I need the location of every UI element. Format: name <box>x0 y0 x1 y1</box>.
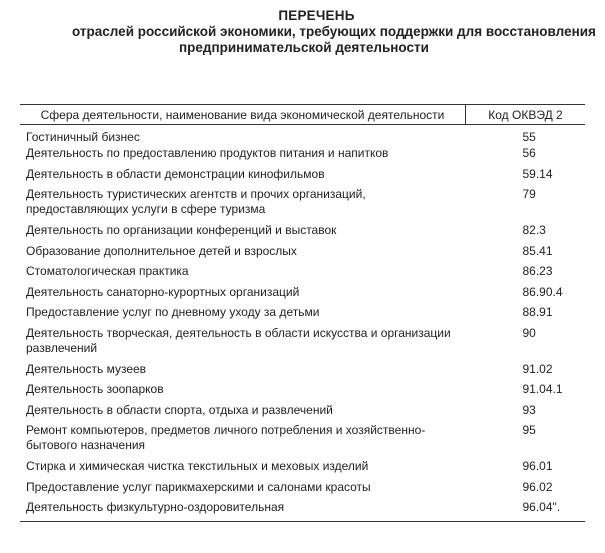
activity-cell: Деятельность по предоставлению продуктов питания и напитков <box>26 146 389 160</box>
table-row <box>20 146 585 167</box>
document-title: ПЕРЕЧЕНЬ <box>278 8 355 23</box>
table-row <box>20 264 585 285</box>
activity-cell: Предоставление услуг по дневному уходу за детьми <box>26 305 320 319</box>
activity-cell: Деятельность в области демонстрации кинофильмов <box>26 166 325 181</box>
document-subtitle-line2: предпринимательской деятельности <box>179 40 429 55</box>
activity-cell: Предоставление услуг парикмахерскими и салонами красоты <box>26 479 371 494</box>
code-cell: 59.14 <box>522 166 553 181</box>
activity-cell: Деятельность музеев <box>26 361 147 376</box>
table-row <box>20 362 585 383</box>
table-row <box>20 167 585 188</box>
activity-cell: Деятельность творческая, деятельность в области искусства и организации развлечений <box>26 325 451 355</box>
code-cell: 96.01 <box>522 459 553 473</box>
table-row <box>20 382 585 403</box>
code-cell: 91.04.1 <box>522 382 563 396</box>
code-cell: 88.91 <box>522 305 553 319</box>
activity-cell: Деятельность санаторно-курортных организаций <box>26 284 300 299</box>
document-header <box>0 8 605 56</box>
code-cell: 90 <box>522 325 536 340</box>
table-row <box>20 223 585 244</box>
activity-cell: Деятельность в области спорта, отдыха и развлечений <box>26 402 333 417</box>
activity-cell: Стирка и химическая чистка текстильных и меховых изделий <box>26 459 369 473</box>
activity-cell: Стоматологическая практика <box>26 264 189 278</box>
code-cell: 96.02 <box>522 479 553 494</box>
table-row <box>20 500 585 521</box>
activity-cell: Деятельность по организации конференций и выставок <box>26 223 337 237</box>
code-cell: 56 <box>522 146 536 160</box>
column-header-code: Код ОКВЭД 2 <box>466 105 586 125</box>
column-header-activity: Сфера деятельности, наименование вида экономической деятельности <box>20 105 466 125</box>
activity-cell: Деятельность физкультурно-оздоровительная <box>20 500 466 521</box>
table-row <box>20 125 585 147</box>
activity-cell: Деятельность зоопарков <box>26 382 164 396</box>
table-row <box>20 244 585 265</box>
code-cell: 91.02 <box>522 361 553 376</box>
activity-cell: Гостиничный бизнес <box>26 130 140 144</box>
activity-cell: Образование дополнительное детей и взрослых <box>26 243 297 258</box>
table-row <box>20 326 585 362</box>
table-row <box>20 403 585 424</box>
code-cell: 82.3 <box>522 223 546 237</box>
code-cell: 95 <box>522 423 536 437</box>
code-cell: 93 <box>522 402 536 417</box>
table-row <box>20 187 585 223</box>
activity-cell: Деятельность туристических агентств и прочих организаций, предоставляющих услуги в сфере туризма <box>26 187 366 216</box>
table-header-row <box>20 105 585 125</box>
document-subtitle-line1: отраслей российской экономики, требующих поддержки для восстановления <box>72 24 596 39</box>
code-cell: 55 <box>522 130 536 144</box>
code-cell: 79 <box>522 187 536 201</box>
code-cell: 96.04". <box>466 500 586 521</box>
table-row <box>20 285 585 306</box>
table-row <box>20 480 585 501</box>
table-row <box>20 459 585 480</box>
code-cell: 85.41 <box>522 243 553 258</box>
table-row <box>20 305 585 326</box>
code-cell: 86.90.4 <box>522 284 563 299</box>
okved-table <box>20 104 585 522</box>
activity-cell: Ремонт компьютеров, предметов личного потребления и хозяйственно-бытового назначения <box>26 423 426 452</box>
table-row <box>20 423 585 459</box>
code-cell: 86.23 <box>522 264 553 278</box>
